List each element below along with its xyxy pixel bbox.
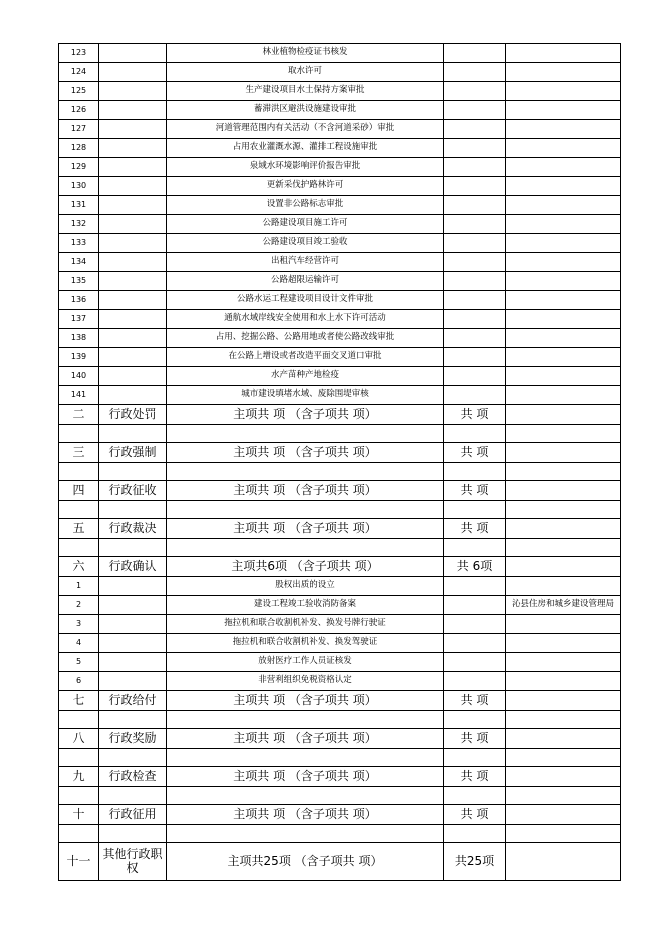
item-row xyxy=(59,101,621,120)
item-count xyxy=(444,272,506,291)
category-total: 共 项 xyxy=(444,767,506,787)
item-name: 建设工程竣工验收消防备案 xyxy=(167,596,444,615)
blank-row xyxy=(59,501,621,519)
item-authority xyxy=(506,215,621,234)
category-row xyxy=(59,767,621,787)
item-authority xyxy=(506,386,621,405)
item-count xyxy=(444,215,506,234)
category-number: 三 xyxy=(59,443,99,463)
item-authority xyxy=(506,82,621,101)
item-department xyxy=(99,634,167,653)
category-number: 九 xyxy=(59,767,99,787)
item-row xyxy=(59,596,621,615)
item-count xyxy=(444,234,506,253)
item-number: 1 xyxy=(59,577,99,596)
item-number: 140 xyxy=(59,367,99,386)
item-department xyxy=(99,291,167,310)
item-number: 135 xyxy=(59,272,99,291)
item-department xyxy=(99,177,167,196)
item-number: 137 xyxy=(59,310,99,329)
category-summary: 主项共 项 （含子项共 项） xyxy=(167,443,444,463)
item-department xyxy=(99,139,167,158)
item-department xyxy=(99,329,167,348)
category-name: 其他行政职权 xyxy=(99,843,167,881)
category-authority xyxy=(506,729,621,749)
category-number: 五 xyxy=(59,519,99,539)
item-department xyxy=(99,272,167,291)
item-authority xyxy=(506,158,621,177)
item-name: 水产苗种产地检疫 xyxy=(167,367,444,386)
category-total: 共 6项 xyxy=(444,557,506,577)
category-summary: 主项共 项 （含子项共 项） xyxy=(167,519,444,539)
blank-row xyxy=(59,539,621,557)
item-number: 125 xyxy=(59,82,99,101)
item-department xyxy=(99,348,167,367)
category-row xyxy=(59,443,621,463)
item-row xyxy=(59,120,621,139)
blank-row xyxy=(59,463,621,481)
item-count xyxy=(444,82,506,101)
item-number: 132 xyxy=(59,215,99,234)
item-authority xyxy=(506,177,621,196)
category-summary: 主项共 项 （含子项共 项） xyxy=(167,729,444,749)
item-number: 5 xyxy=(59,653,99,672)
item-name: 通航水域岸线安全使用和水上水下许可活动 xyxy=(167,310,444,329)
item-row xyxy=(59,310,621,329)
item-row xyxy=(59,291,621,310)
item-department xyxy=(99,120,167,139)
item-row xyxy=(59,615,621,634)
power-list-body xyxy=(59,44,621,881)
item-department xyxy=(99,310,167,329)
category-summary: 主项共 项 （含子项共 项） xyxy=(167,767,444,787)
item-name: 公路水运工程建设项目设计文件审批 xyxy=(167,291,444,310)
item-number: 4 xyxy=(59,634,99,653)
item-number: 126 xyxy=(59,101,99,120)
category-number: 七 xyxy=(59,691,99,711)
item-row xyxy=(59,272,621,291)
item-count xyxy=(444,577,506,596)
item-department xyxy=(99,577,167,596)
blank-row xyxy=(59,749,621,767)
item-count xyxy=(444,329,506,348)
item-authority xyxy=(506,615,621,634)
item-count xyxy=(444,367,506,386)
item-department xyxy=(99,158,167,177)
category-total: 共 项 xyxy=(444,443,506,463)
category-summary: 主项共 项 （含子项共 项） xyxy=(167,805,444,825)
item-row xyxy=(59,253,621,272)
item-count xyxy=(444,291,506,310)
item-department xyxy=(99,615,167,634)
category-total: 共 项 xyxy=(444,729,506,749)
item-authority xyxy=(506,310,621,329)
category-authority xyxy=(506,691,621,711)
item-number: 133 xyxy=(59,234,99,253)
item-authority xyxy=(506,329,621,348)
item-authority xyxy=(506,63,621,82)
item-authority xyxy=(506,653,621,672)
category-row xyxy=(59,405,621,425)
category-number: 二 xyxy=(59,405,99,425)
item-number: 141 xyxy=(59,386,99,405)
item-name: 取水许可 xyxy=(167,63,444,82)
item-name: 林业植物检疫证书核发 xyxy=(167,44,444,63)
category-name: 行政裁决 xyxy=(99,519,167,539)
item-count xyxy=(444,177,506,196)
item-number: 3 xyxy=(59,615,99,634)
item-authority xyxy=(506,101,621,120)
item-name: 放射医疗工作人员证核发 xyxy=(167,653,444,672)
category-total: 共25项 xyxy=(444,843,506,881)
item-name: 更新采伐护路林许可 xyxy=(167,177,444,196)
item-name: 出租汽车经营许可 xyxy=(167,253,444,272)
item-department xyxy=(99,63,167,82)
item-authority xyxy=(506,634,621,653)
category-total: 共 项 xyxy=(444,519,506,539)
item-name: 股权出质的设立 xyxy=(167,577,444,596)
item-department xyxy=(99,653,167,672)
item-row xyxy=(59,672,621,691)
item-authority xyxy=(506,367,621,386)
item-count xyxy=(444,120,506,139)
category-row xyxy=(59,729,621,749)
item-name: 公路建设项目施工许可 xyxy=(167,215,444,234)
category-name: 行政确认 xyxy=(99,557,167,577)
item-department xyxy=(99,234,167,253)
item-count xyxy=(444,139,506,158)
category-summary: 主项共25项 （含子项共 项） xyxy=(167,843,444,881)
category-summary: 主项共 项 （含子项共 项） xyxy=(167,405,444,425)
item-count xyxy=(444,672,506,691)
category-row xyxy=(59,691,621,711)
blank-row xyxy=(59,425,621,443)
item-department xyxy=(99,367,167,386)
item-authority xyxy=(506,577,621,596)
category-name: 行政征用 xyxy=(99,805,167,825)
item-number: 131 xyxy=(59,196,99,215)
category-authority xyxy=(506,557,621,577)
item-number: 130 xyxy=(59,177,99,196)
category-name: 行政检查 xyxy=(99,767,167,787)
item-name: 占用、挖掘公路、公路用地或者使公路改线审批 xyxy=(167,329,444,348)
item-number: 134 xyxy=(59,253,99,272)
category-summary: 主项共 项 （含子项共 项） xyxy=(167,691,444,711)
item-row xyxy=(59,177,621,196)
item-row xyxy=(59,63,621,82)
category-number: 十 xyxy=(59,805,99,825)
category-row xyxy=(59,557,621,577)
item-name: 设置非公路标志审批 xyxy=(167,196,444,215)
category-number: 八 xyxy=(59,729,99,749)
item-count xyxy=(444,63,506,82)
item-number: 129 xyxy=(59,158,99,177)
item-department xyxy=(99,196,167,215)
item-row xyxy=(59,234,621,253)
item-department xyxy=(99,82,167,101)
item-department xyxy=(99,215,167,234)
item-row xyxy=(59,196,621,215)
item-name: 蓄滞洪区避洪设施建设审批 xyxy=(167,101,444,120)
item-row xyxy=(59,82,621,101)
item-count xyxy=(444,615,506,634)
category-name: 行政处罚 xyxy=(99,405,167,425)
category-name: 行政给付 xyxy=(99,691,167,711)
item-count xyxy=(444,101,506,120)
item-count xyxy=(444,44,506,63)
item-count xyxy=(444,196,506,215)
item-authority: 沁县住房和城乡建设管理局 xyxy=(506,596,621,615)
item-department xyxy=(99,253,167,272)
category-row xyxy=(59,519,621,539)
item-name: 泉域水环境影响评价报告审批 xyxy=(167,158,444,177)
category-authority xyxy=(506,405,621,425)
item-count xyxy=(444,253,506,272)
item-name: 公路建设项目竣工验收 xyxy=(167,234,444,253)
category-total: 共 项 xyxy=(444,405,506,425)
item-count xyxy=(444,596,506,615)
item-row xyxy=(59,44,621,63)
item-department xyxy=(99,44,167,63)
item-number: 136 xyxy=(59,291,99,310)
item-name: 城市建设填堵水域、废除围堤审核 xyxy=(167,386,444,405)
item-name: 拖拉机和联合收割机补发、换发驾驶证 xyxy=(167,634,444,653)
item-row xyxy=(59,634,621,653)
item-count xyxy=(444,386,506,405)
category-authority xyxy=(506,443,621,463)
category-summary: 主项共6项 （含子项共 项） xyxy=(167,557,444,577)
blank-row xyxy=(59,711,621,729)
category-authority xyxy=(506,767,621,787)
item-count xyxy=(444,634,506,653)
item-name: 拖拉机和联合收割机补发、换发号牌行驶证 xyxy=(167,615,444,634)
category-row xyxy=(59,843,621,881)
category-number: 六 xyxy=(59,557,99,577)
item-authority xyxy=(506,253,621,272)
item-department xyxy=(99,596,167,615)
category-total: 共 项 xyxy=(444,805,506,825)
category-row xyxy=(59,805,621,825)
category-row xyxy=(59,481,621,501)
item-row xyxy=(59,139,621,158)
item-count xyxy=(444,310,506,329)
category-authority xyxy=(506,519,621,539)
power-list-table xyxy=(58,43,621,881)
category-total: 共 项 xyxy=(444,481,506,501)
item-row xyxy=(59,577,621,596)
item-name: 占用农业灌溉水源、灌排工程设施审批 xyxy=(167,139,444,158)
item-authority xyxy=(506,291,621,310)
item-row xyxy=(59,386,621,405)
item-authority xyxy=(506,139,621,158)
category-authority xyxy=(506,481,621,501)
item-authority xyxy=(506,196,621,215)
category-total: 共 项 xyxy=(444,691,506,711)
item-number: 128 xyxy=(59,139,99,158)
item-count xyxy=(444,348,506,367)
category-summary: 主项共 项 （含子项共 项） xyxy=(167,481,444,501)
item-count xyxy=(444,158,506,177)
item-name: 公路超限运输许可 xyxy=(167,272,444,291)
item-name: 非营利组织免税资格认定 xyxy=(167,672,444,691)
blank-row xyxy=(59,787,621,805)
item-name: 在公路上增设或者改造平面交叉道口审批 xyxy=(167,348,444,367)
blank-row xyxy=(59,825,621,843)
item-number: 139 xyxy=(59,348,99,367)
category-number: 十一 xyxy=(59,843,99,881)
item-authority xyxy=(506,44,621,63)
item-number: 6 xyxy=(59,672,99,691)
item-authority xyxy=(506,672,621,691)
item-number: 138 xyxy=(59,329,99,348)
item-number: 2 xyxy=(59,596,99,615)
item-row xyxy=(59,215,621,234)
item-row xyxy=(59,329,621,348)
item-row xyxy=(59,348,621,367)
item-row xyxy=(59,158,621,177)
category-name: 行政征收 xyxy=(99,481,167,501)
item-department xyxy=(99,386,167,405)
item-row xyxy=(59,367,621,386)
item-authority xyxy=(506,234,621,253)
category-authority xyxy=(506,805,621,825)
item-number: 127 xyxy=(59,120,99,139)
item-number: 123 xyxy=(59,44,99,63)
item-row xyxy=(59,653,621,672)
category-name: 行政奖励 xyxy=(99,729,167,749)
category-name: 行政强制 xyxy=(99,443,167,463)
item-name: 河道管理范围内有关活动（不含河道采砂）审批 xyxy=(167,120,444,139)
item-authority xyxy=(506,272,621,291)
category-authority xyxy=(506,843,621,881)
item-number: 124 xyxy=(59,63,99,82)
item-department xyxy=(99,101,167,120)
category-number: 四 xyxy=(59,481,99,501)
item-authority xyxy=(506,120,621,139)
item-authority xyxy=(506,348,621,367)
item-name: 生产建设项目水土保持方案审批 xyxy=(167,82,444,101)
item-department xyxy=(99,672,167,691)
item-count xyxy=(444,653,506,672)
